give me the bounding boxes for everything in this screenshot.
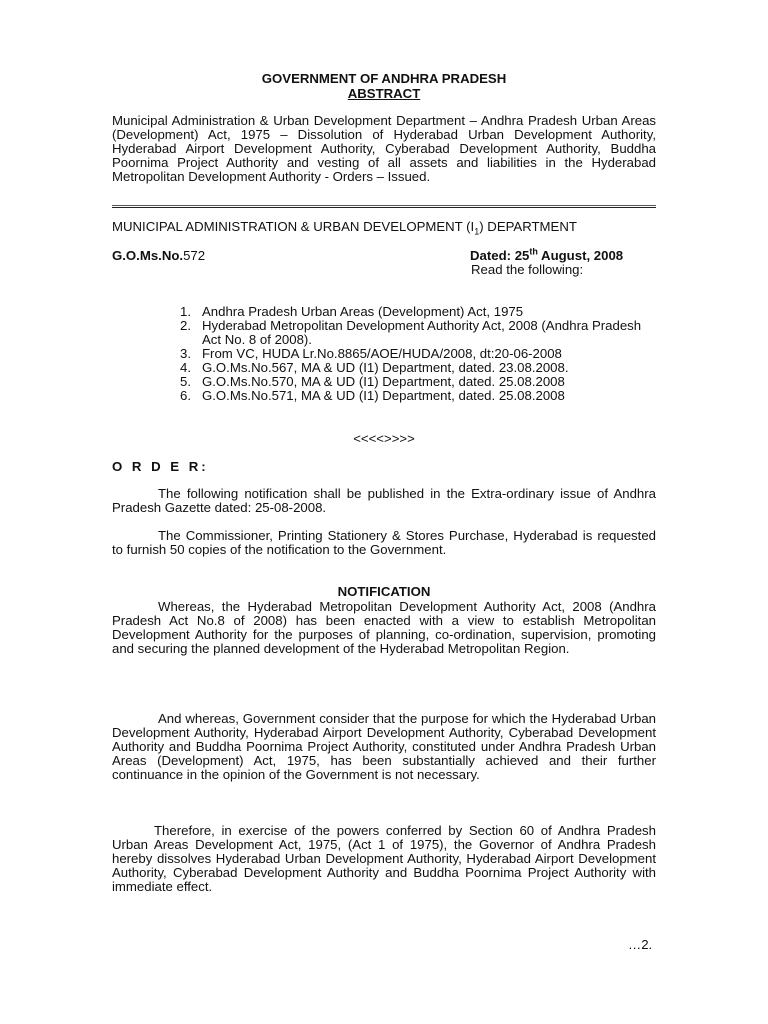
- reference-text: G.O.Ms.No.571, MA & UD (I1) Department, dated. 25.08.2008: [202, 388, 565, 403]
- notification-paragraph-3: Therefore, in exercise of the powers conferred by Section 60 of Andhra Pradesh Urban Areas Development Act, 1975, (Act 1 of 1975), the Governor of Andhra Pradesh hereby dissolves Hyderabad Urban Development Authority, Hyderabad Airport Development Authority, Cyberabad Development Authority and Buddha Poornima Project Authority with immediate effect.: [112, 823, 656, 894]
- reference-number: 5.: [180, 374, 191, 389]
- go-label: G.O.Ms.No.: [112, 248, 184, 263]
- department-suffix: ) DEPARTMENT: [479, 219, 577, 234]
- reference-text: G.O.Ms.No.567, MA & UD (I1) Department, dated. 23.08.2008.: [202, 360, 569, 375]
- abstract-heading: ABSTRACT: [347, 86, 421, 101]
- notification-paragraph-2: And whereas, Government consider that the purpose for which the Hyderabad Urban Development Authority, Hyderabad Airport Development Authority, Cyberabad Development Authority and Buddha Poornima Project Authority, constituted under Andhra Pradesh Urban Areas (Development) Act, 1975, has been substantially achieved and their further continuance in the opinion of the Government is not necessary.: [112, 711, 656, 782]
- department-line: [112, 219, 656, 237]
- order-paragraph-2: The Commissioner, Printing Stationery & Stores Purchase, Hyderabad is requested to furnish 50 copies of the notification to the Government.: [112, 528, 656, 557]
- order-heading: O R D E R:: [112, 459, 209, 474]
- reference-item: [180, 305, 660, 319]
- divider-rule: [112, 205, 656, 208]
- notification-heading: NOTIFICATION: [337, 584, 431, 599]
- section-separator: <<<<>>>>: [353, 431, 415, 446]
- notification-paragraph-1: Whereas, the Hyderabad Metropolitan Development Authority Act, 2008 (Andhra Pradesh Act No.8 of 2008) has been enacted with a view to establish Metropolitan Development Authority for the purposes of planning, co-ordination, supervision, promoting and securing the planned development of the Hyderabad Metropolitan Region.: [112, 599, 656, 656]
- reference-number: 1.: [180, 304, 191, 319]
- dated-label: Dated: 25: [470, 248, 530, 263]
- reference-text: From VC, HUDA Lr.No.8865/AOE/HUDA/2008, dt:20-06-2008: [202, 346, 562, 361]
- reference-number: 2.: [180, 318, 191, 333]
- abstract-text: Municipal Administration & Urban Development Department – Andhra Pradesh Urban Areas (Development) Act, 1975 – Dissolution of Hyderabad Urban Development Authority, Hyderabad Airport Development Authority, Cyberabad Development Authority, Buddha Poornima Project Authority and vesting of all assets and liabilities in the Hyderabad Metropolitan Development Authority - Orders – Issued.: [112, 113, 656, 184]
- reference-number: 4.: [180, 360, 191, 375]
- page-continuation-marker: …2.: [628, 937, 653, 952]
- go-number: [112, 249, 205, 263]
- reference-list: [180, 305, 660, 403]
- reference-item: [180, 389, 660, 403]
- go-dated: [470, 246, 624, 263]
- order-paragraph-1: The following notification shall be published in the Extra-ordinary issue of Andhra Pradesh Gazette dated: 25-08-2008.: [112, 486, 656, 515]
- reference-text: G.O.Ms.No.570, MA & UD (I1) Department, dated. 25.08.2008: [202, 374, 565, 389]
- reference-number: 3.: [180, 346, 191, 361]
- government-heading: GOVERNMENT OF ANDHRA PRADESH: [261, 71, 507, 86]
- reference-item: [180, 375, 660, 389]
- department-prefix: MUNICIPAL ADMINISTRATION & URBAN DEVELOPMENT (I: [112, 219, 475, 234]
- read-following: Read the following:: [471, 262, 584, 277]
- reference-text: Andhra Pradesh Urban Areas (Development) Act, 1975: [202, 304, 524, 319]
- go-number-value: 572: [183, 248, 206, 263]
- reference-text: Hyderabad Metropolitan Development Authority Act, 2008 (Andhra Pradesh Act No. 8 of 2008).: [202, 318, 642, 347]
- reference-number: 6.: [180, 388, 191, 403]
- dated-rest: August, 2008: [537, 248, 624, 263]
- reference-item: [180, 347, 660, 361]
- reference-item: [180, 319, 660, 347]
- department-subscript: 1: [474, 226, 480, 237]
- dated-superscript: th: [529, 246, 538, 257]
- reference-item: [180, 361, 660, 375]
